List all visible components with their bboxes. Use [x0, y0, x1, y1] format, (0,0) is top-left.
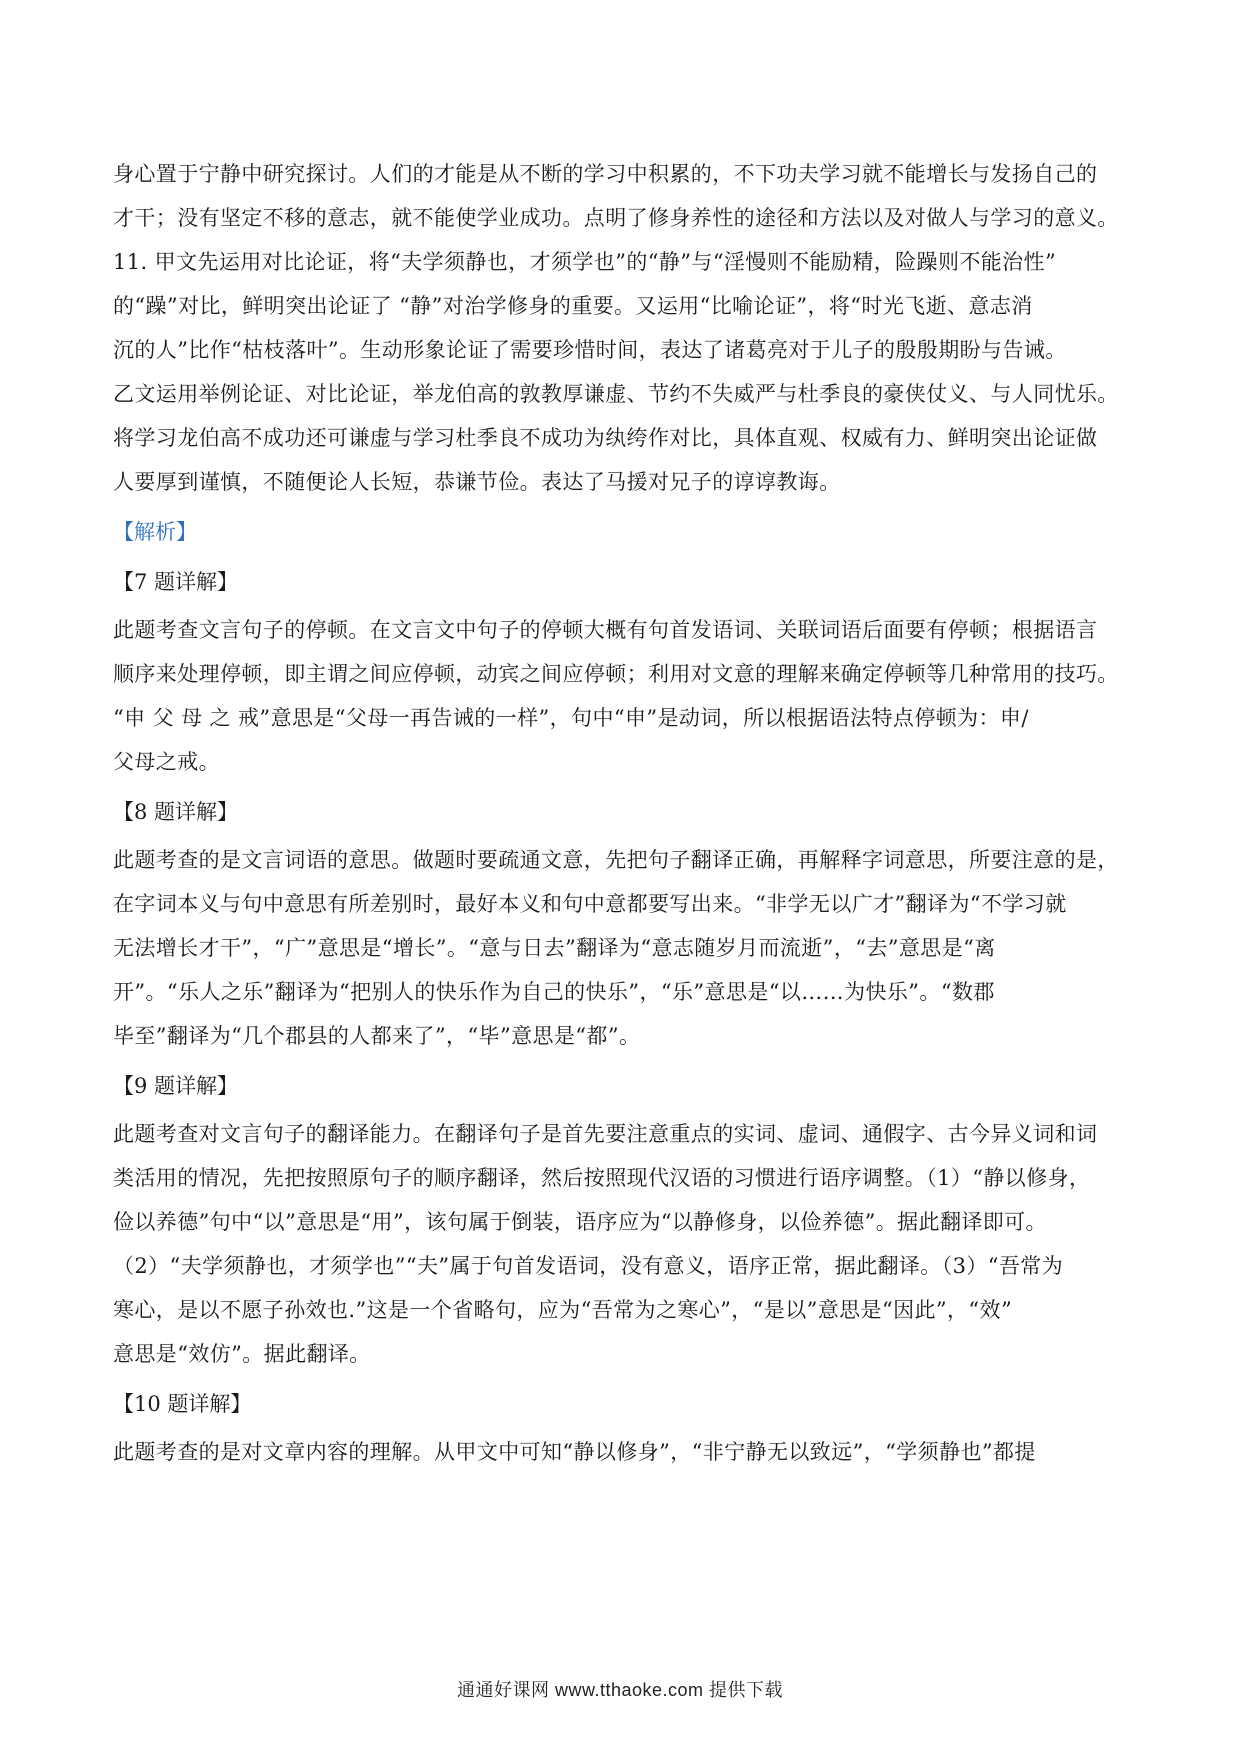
- text-line: 沉的人”比作“枯枝落叶”。生动形象论证了需要珍惜时间，表达了诸葛亮对于儿子的殷殷期盼与告诫。: [113, 338, 1067, 362]
- section-heading: 【9 题详解】: [113, 1074, 239, 1098]
- analysis-label: 【解析】: [113, 520, 197, 544]
- section-9: [113, 1064, 1133, 1376]
- section-8: [113, 790, 1133, 1058]
- text-line: 俭以养德”句中“以”意思是“用”，该句属于倒装，语序应为“以静修身，以俭养德”。据此翻译即可。: [113, 1210, 1047, 1234]
- text-line: 此题考查的是对文章内容的理解。从甲文中可知“静以修身”，“非宁静无以致远”，“学须静也”都提: [113, 1440, 1036, 1464]
- intro-paragraph: [113, 152, 1133, 240]
- text-line: （2）“夫学须静也，才须学也”“夫”属于句首发语词，没有意义，语序正常，据此翻译。（3）“吾常为: [113, 1254, 1064, 1278]
- text-line: “申 父 母 之 戒”意思是“父母一再告诫的一样”，句中“申”是动词，所以根据语法特点停顿为：申/: [113, 706, 1029, 730]
- text-line: 开”。“乐人之乐”翻译为“把别人的快乐作为自己的快乐”，“乐”意思是“以……为快乐”。“数郡: [113, 980, 995, 1004]
- section-heading: 【8 题详解】: [113, 800, 239, 824]
- text-line: 11. 甲文先运用对比论证，将“夫学须静也，才须学也”的“静”与“淫慢则不能励精，险躁则不能治性”: [113, 250, 1057, 274]
- text-line: 人要厚到谨慎，不随便论人长短，恭谦节俭。表达了马援对兄子的谆谆教诲。: [113, 470, 841, 494]
- text-line: 毕至”翻译为“几个郡县的人都来了”，“毕”意思是“都”。: [113, 1024, 641, 1048]
- text-line: 将学习龙伯高不成功还可谦虚与学习杜季良不成功为纨绔作对比，具体直观、权威有力、鲜明突出论证做: [113, 426, 1098, 450]
- document-body: [113, 152, 1133, 1474]
- text-line: 意思是“效仿”。据此翻译。: [113, 1342, 371, 1366]
- text-line: 此题考查对文言句子的翻译能力。在翻译句子是首先要注意重点的实词、虚词、通假字、古今异义词和词: [113, 1122, 1098, 1146]
- text-line: 在字词本义与句中意思有所差别时，最好本义和句中意都要写出来。“非学无以广才”翻译为“不学习就: [113, 892, 1067, 916]
- section-7: [113, 560, 1133, 784]
- text-line: 身心置于宁静中研究探讨。人们的才能是从不断的学习中积累的，不下功夫学习就不能增长与发扬自己的: [113, 162, 1098, 186]
- section-heading: 【10 题详解】: [113, 1392, 252, 1416]
- text-line: 无法增长才干”，“广”意思是“增长”。“意与日去”翻译为“意志随岁月而流逝”，“去”意思是“离: [113, 936, 996, 960]
- text-line: 父母之戒。: [113, 750, 220, 774]
- section-10: [113, 1382, 1133, 1474]
- text-line: 寒心，是以不愿子孙效也.”这是一个省略句，应为“吾常为之寒心”，“是以”意思是“因此”，“效”: [113, 1298, 1013, 1322]
- section-heading: 【7 题详解】: [113, 570, 239, 594]
- text-line: 此题考查的是文言词语的意思。做题时要疏通文意，先把句子翻译正确，再解释字词意思，所要注意的是，: [113, 848, 1119, 872]
- text-line: 乙文运用举例论证、对比论证，举龙伯高的敦教厚谦虚、节约不失威严与杜季良的豪侠仗义、与人同忧乐。: [113, 382, 1119, 406]
- page-footer: 通通好课网 www.tthaoke.com 提供下载: [456, 1680, 784, 1700]
- text-line: 顺序来处理停顿，即主谓之间应停顿，动宾之间应停顿；利用对文意的理解来确定停顿等几种常用的技巧。: [113, 662, 1119, 686]
- text-line: 才干；没有坚定不移的意志，就不能使学业成功。点明了修身养性的途径和方法以及对做人与学习的意义。: [113, 206, 1119, 230]
- answer-11-paragraph: [113, 240, 1133, 504]
- text-line: 的“躁”对比，鲜明突出论证了 “静”对治学修身的重要。又运用“比喻论证”，将“时光飞逝、意志消: [113, 294, 1033, 318]
- text-line: 类活用的情况，先把按照原句子的顺序翻译，然后按照现代汉语的习惯进行语序调整。（1）“静以修身，: [113, 1166, 1091, 1190]
- text-line: 此题考查文言句子的停顿。在文言文中句子的停顿大概有句首发语词、关联词语后面要有停顿；根据语言: [113, 618, 1098, 642]
